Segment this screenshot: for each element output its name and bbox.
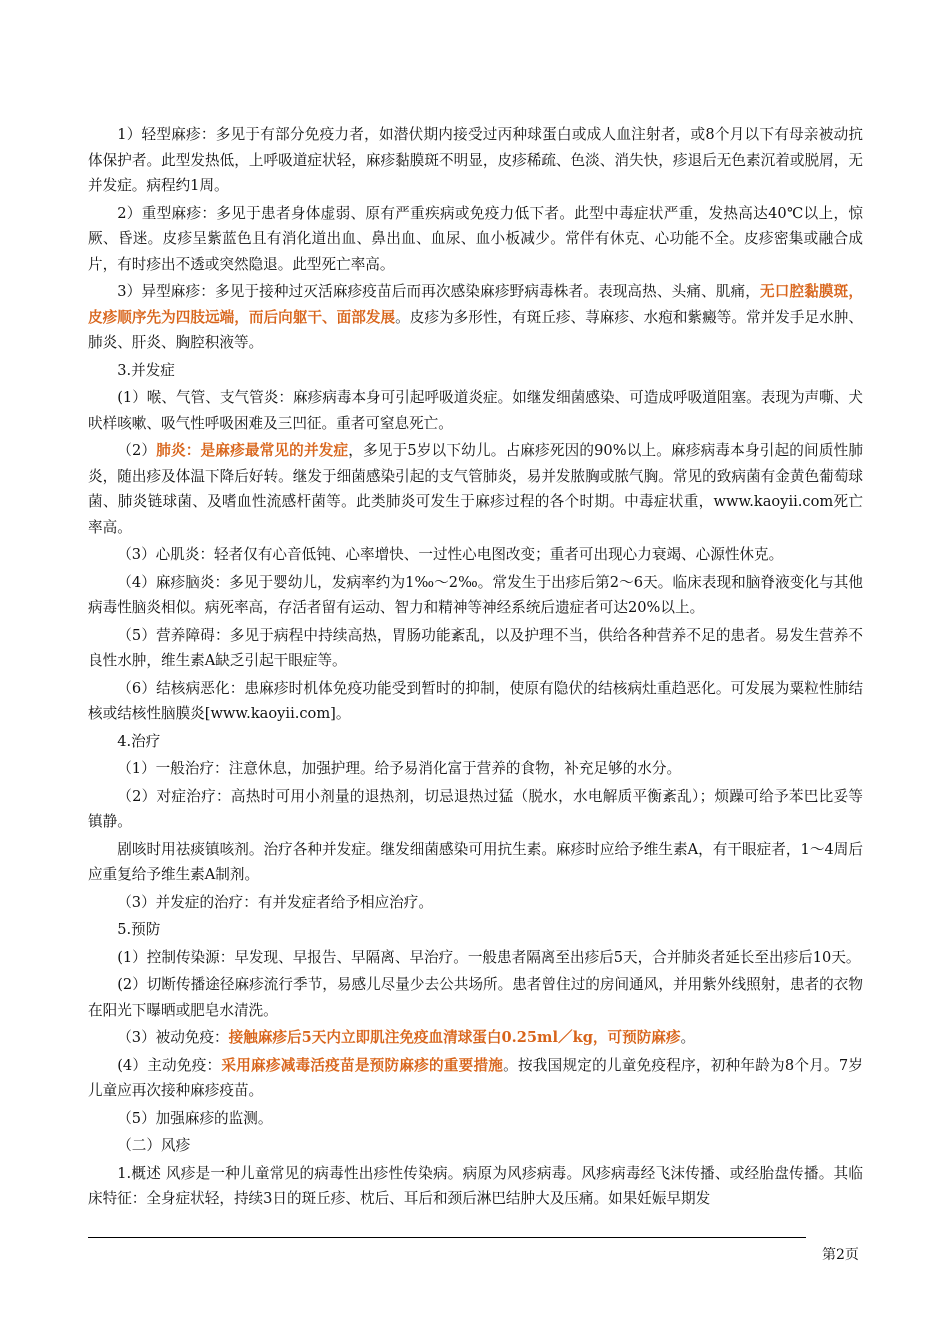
text-run: 剧咳时用祛痰镇咳剂。治疗各种并发症。继发细菌感染可用抗生素。麻疹时应给予维生素A，有干眼症者，1～4周后应重复给予维生素A制剂。 (88, 840, 863, 883)
paragraph (88, 201, 863, 278)
paragraph (88, 784, 863, 835)
text-run: （3）被动免疫： (117, 1029, 229, 1046)
highlighted-text: 接触麻疹后5天内立即肌注免疫血清球蛋白0.25ml／kg，可预防麻疹 (228, 1029, 681, 1046)
text-run: （5）营养障碍：多见于病程中持续高热，胃肠功能紊乱，以及护理不当，供给各种营养不足的患者。易发生营养不良性水肿，维生素A缺乏引起干眼症等。 (88, 626, 863, 669)
paragraph (88, 1133, 863, 1159)
paragraph (88, 676, 863, 727)
text-run: 2）重型麻疹：多见于患者身体虚弱、原有严重疾病或免疫力低下者。此型中毒症状严重，发热高达40℃以上，惊厥、昏迷。皮疹呈紫蓝色且有消化道出血、鼻出血、血尿、血小板减少。常伴有休克、心功能不全。皮疹密集或融合成片，有时疹出不透或突然隐退。此型死亡率高。 (88, 204, 863, 273)
text-run: 4.治疗 (117, 732, 161, 750)
paragraph (88, 385, 863, 436)
paragraph (88, 945, 863, 971)
paragraph (88, 1161, 863, 1212)
paragraph (88, 1106, 863, 1132)
paragraph (88, 1025, 863, 1051)
highlighted-text: 无口腔黏膜斑，皮疹顺序先为四肢远端，而后向躯干、面部发展 (88, 283, 863, 326)
paragraph (88, 623, 863, 674)
paragraph (88, 1053, 863, 1104)
paragraph (88, 917, 863, 943)
paragraph (88, 122, 863, 199)
text-run: （1）一般治疗：注意休息，加强护理。给予易消化富于营养的食物，补充足够的水分。 (117, 760, 682, 777)
text-run: 3）异型麻疹：多见于接种过灭活麻疹疫苗后而再次感染麻疹野病毒株者。表现高热、头痛、肌痛， (117, 283, 761, 300)
text-run: （3）心肌炎：轻者仅有心音低钝、心率增快、一过性心电图改变；重者可出现心力衰竭、心源性休克。 (117, 546, 784, 563)
paragraph (88, 542, 863, 568)
document-body (88, 122, 863, 1214)
text-run: ，多见于5岁以下幼儿。占麻疹死因的90%以上。麻疹病毒本身引起的间质性肺炎，随出疹及体温下降后好转。继发于细菌感染引起的支气管肺炎，易并发脓胸或脓气胸。常见的致病菌有金黄色葡萄球菌、肺炎链球菌、及嗜血性流感杆菌等。此类肺炎可发生于麻疹过程的各个时期。中毒症状重，www.kaoyii.com死亡率高。 (88, 442, 863, 536)
text-run: 。按我国规定的儿童免疫程序，初种年龄为8个月。7岁儿童应再次接种麻疹疫苗。 (88, 1056, 863, 1099)
text-run: (2）切断传播途径麻疹流行季节，易感儿尽量少去公共场所。患者曾住过的房间通风，并用紫外线照射，患者的衣物在阳光下曝晒或肥皂水清洗。 (88, 976, 863, 1019)
text-run: 3.并发症 (117, 361, 175, 379)
text-run: 5.预防 (117, 921, 161, 938)
text-run: 。 (680, 1029, 696, 1046)
highlighted-text: 采用麻疹减毒活疫苗是预防麻疹的重要措施 (221, 1056, 504, 1074)
text-run: （2）对症治疗：高热时可用小剂量的退热剂，切忌退热过猛（脱水，水电解质平衡紊乱）；烦躁可给予苯巴比妥等镇静。 (88, 787, 863, 830)
text-run: （2） (117, 442, 157, 459)
paragraph (88, 438, 863, 540)
text-run: 1）轻型麻疹：多见于有部分免疫力者，如潜伏期内接受过丙种球蛋白或成人血注射者，或8个月以下有母亲被动抗体保护者。此型发热低，上呼吸道症状轻，麻疹黏膜斑不明显，皮疹稀疏、色淡、消失快，疹退后无色素沉着或脱屑，无并发症。病程约1周。 (88, 126, 863, 194)
text-run: （二）风疹 (117, 1137, 191, 1154)
text-run: 。皮疹为多形性，有斑丘疹、荨麻疹、水疱和紫癜等。常并发手足水肿、肺炎、肝炎、胸腔积液等。 (88, 308, 863, 351)
text-run: （5）加强麻疹的监测。 (117, 1109, 273, 1127)
paragraph (88, 279, 863, 356)
paragraph (88, 837, 863, 888)
paragraph (88, 358, 863, 384)
highlighted-text: 肺炎：是麻疹最常见的并发症 (156, 442, 349, 459)
paragraph (88, 890, 863, 916)
paragraph (88, 756, 863, 782)
text-run: (1）控制传染源：早发现、早报告、早隔离、早治疗。一般患者隔离至出疹后5天，合并肺炎者延长至出疹后10天。 (117, 948, 861, 966)
text-run: （6）结核病恶化：患麻疹时机体免疫功能受到暂时的抑制，使原有隐伏的结核病灶重趋恶化。可发展为粟粒性肺结核或结核性脑膜炎[www.kaoyii.com]。 (88, 679, 863, 722)
text-run: (1）喉、气管、支气管炎：麻疹病毒本身可引起呼吸道炎症。如继发细菌感染、可造成呼吸道阻塞。表现为声嘶、犬吠样咳嗽、吸气性呼吸困难及三凹征。重者可窒息死亡。 (88, 389, 863, 432)
text-run: （3）并发症的治疗：有并发症者给予相应治疗。 (117, 893, 433, 911)
text-run: 1.概述 风疹是一种儿童常见的病毒性出疹性传染病。病原为风疹病毒。风疹病毒经飞沫传播、或经胎盘传播。其临床特征：全身症状轻，持续3日的斑丘疹、枕后、耳后和颈后淋巴结肿大及压痛。如果妊娠早期发 (88, 1164, 863, 1207)
text-run: (4）主动免疫： (117, 1056, 222, 1074)
paragraph (88, 729, 863, 755)
text-run: （4）麻疹脑炎：多见于婴幼儿，发病率约为1‰～2‰。常发生于出疹后第2～6天。临床表现和脑脊液变化与其他病毒性脑炎相似。病死率高，存活者留有运动、智力和精神等神经系统后遗症者可达20%以上。 (88, 573, 863, 616)
paragraph (88, 570, 863, 621)
paragraph (88, 972, 863, 1023)
page-number: 第2页 (822, 1247, 859, 1263)
footer-rule (88, 1237, 806, 1238)
